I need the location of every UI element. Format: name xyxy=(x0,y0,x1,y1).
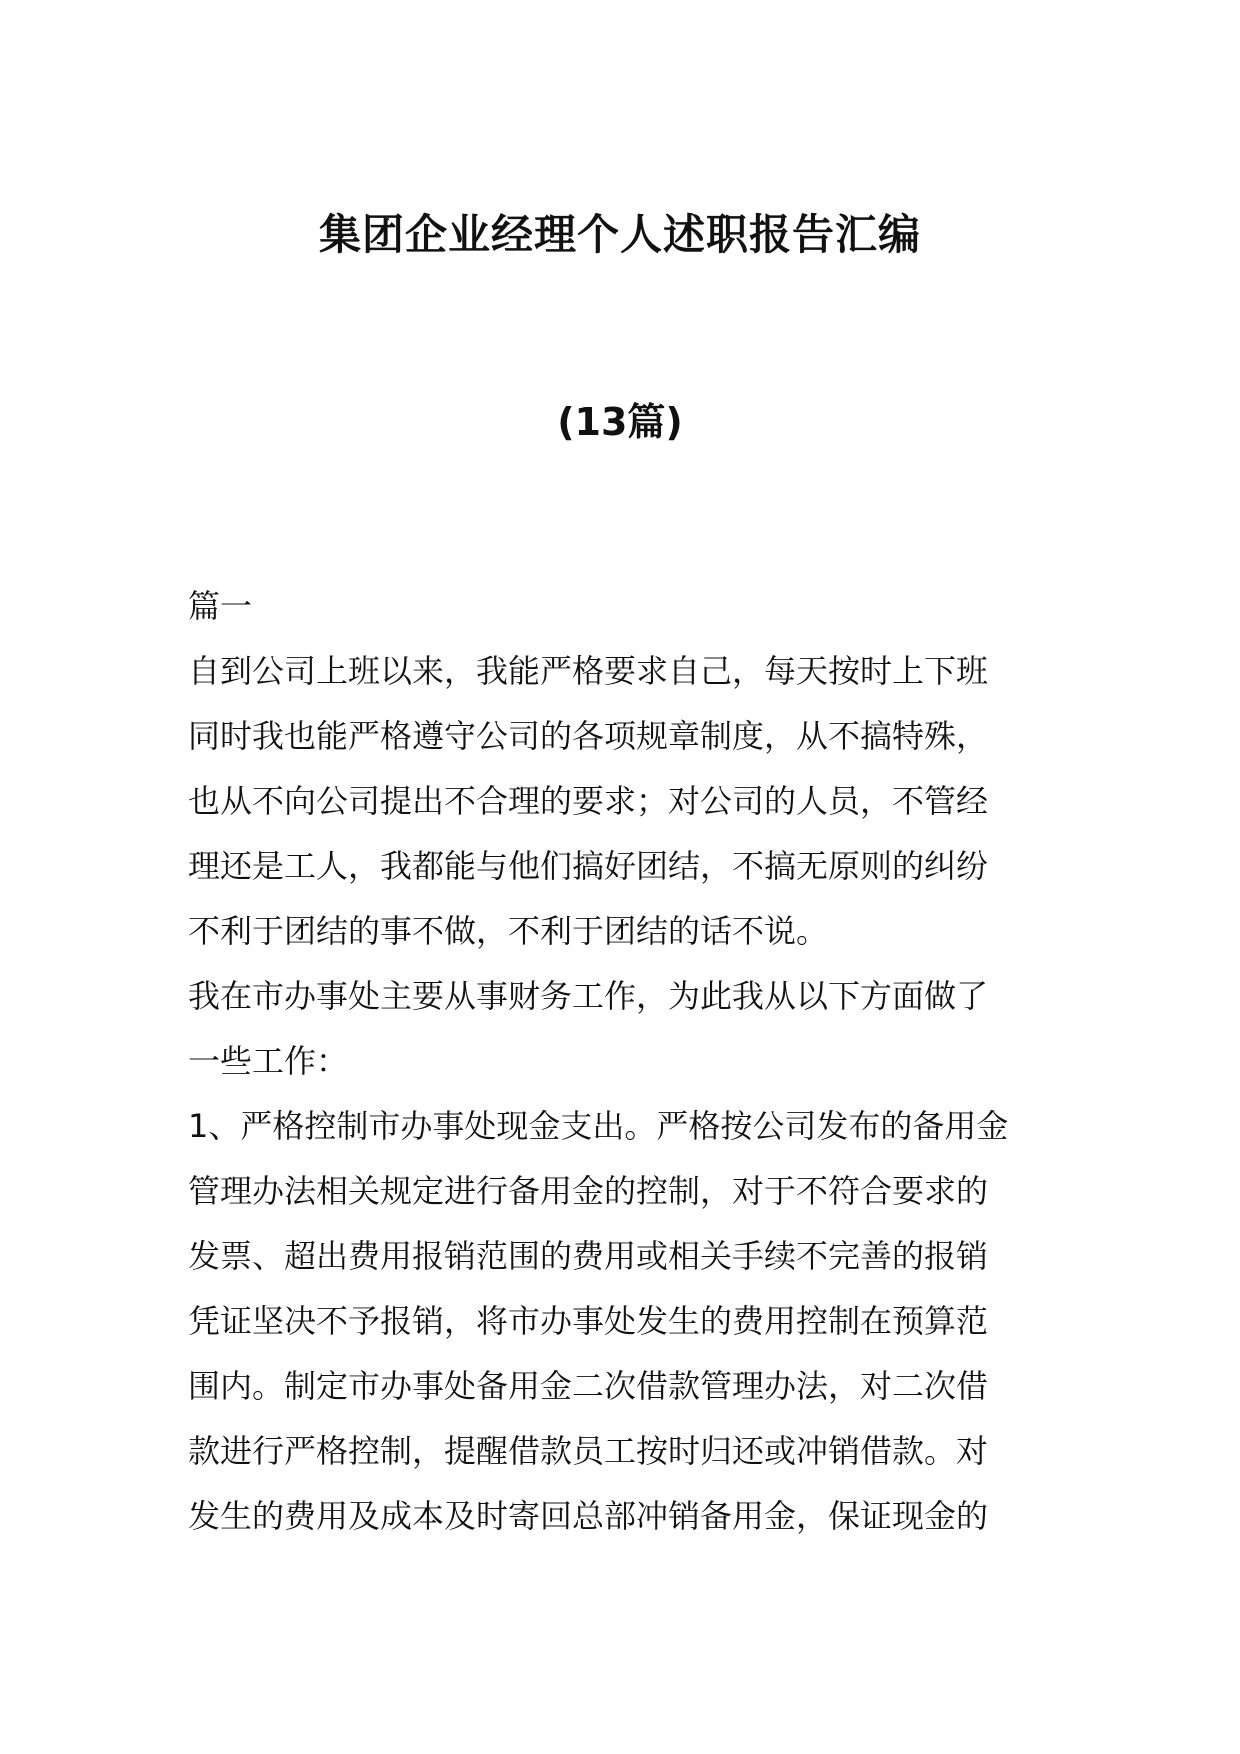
body-line: 管理办法相关规定进行备用金的控制，对于不符合要求的 xyxy=(188,1172,989,1210)
body-line: 发生的费用及成本及时寄回总部冲销备用金，保证现金的 xyxy=(188,1497,989,1535)
document-title: 集团企业经理个人述职报告汇编 xyxy=(318,210,921,259)
body-line: 款进行严格控制，提醒借款员工按时归还或冲销借款。对 xyxy=(188,1432,989,1470)
body-line: 不利于团结的事不做，不利于团结的话不说。 xyxy=(188,912,829,950)
body-line: 也从不向公司提出不合理的要求；对公司的人员，不管经 xyxy=(188,782,989,820)
body-line: 自到公司上班以来，我能严格要求自己，每天按时上下班 xyxy=(188,652,989,690)
body-line: 同时我也能严格遵守公司的各项规章制度，从不搞特殊， xyxy=(188,717,989,755)
body-line: 围内。制定市办事处备用金二次借款管理办法，对二次借 xyxy=(188,1367,989,1405)
document-body xyxy=(188,574,1058,1549)
body-line: 理还是工人，我都能与他们搞好团结，不搞无原则的纠纷 xyxy=(188,847,989,885)
document-subtitle: (13篇) xyxy=(557,400,683,444)
body-line: 凭证坚决不予报销，将市办事处发生的费用控制在预算范 xyxy=(188,1302,989,1340)
section-heading: 篇一 xyxy=(188,587,253,625)
body-line: 发票、超出费用报销范围的费用或相关手续不完善的报销 xyxy=(188,1237,989,1275)
body-line: 1、严格控制市办事处现金支出。严格按公司发布的备用金 xyxy=(188,1107,1009,1145)
body-line: 一些工作： xyxy=(188,1042,349,1080)
body-line: 我在市办事处主要从事财务工作，为此我从以下方面做了 xyxy=(188,977,989,1015)
